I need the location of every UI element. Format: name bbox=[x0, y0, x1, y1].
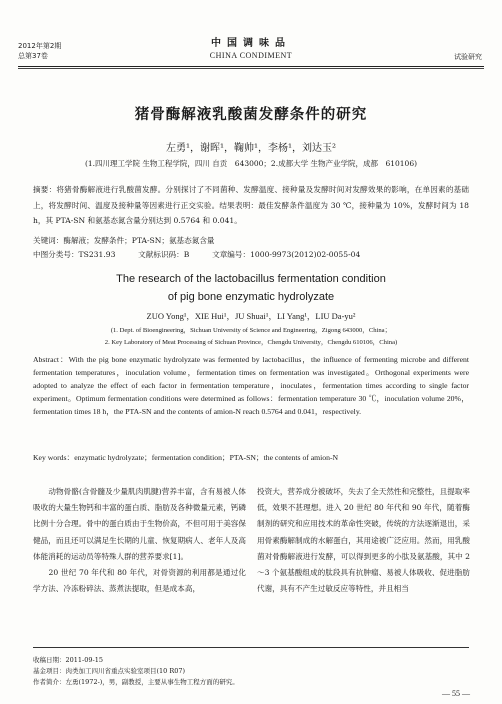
authors-en: ZUO Yong¹，XIE Hui¹，JU Shuai¹，LI Yang¹，LIU Da-yu² bbox=[146, 311, 356, 321]
body-right-column: 投资大，营养成分被破坏，失去了全天然性和完整性，且提取率低，效果不甚理想。进入 20 世纪 80 年代和 90 年代，随着酶制剂的研究和应用技术的革命性突破，传统的方法逐渐退出，采用骨素酶解制成的水解蛋白，其用途被广泛应用。然而，用乳酸菌对骨酶解液进行发酵，可以得到更多的小肽及氨基酸，其中 2～3 个氨基酸组成的肽段具有抗肿瘤、易被人体吸收、促进脂肪代谢，具有不产生过敏反应等特性，并且相当 bbox=[257, 487, 470, 594]
journal-name-cn: 中国调味品 bbox=[211, 38, 291, 49]
abstract-en: Abstract：With the pig bone enzymatic hydrolyzate was fermented by lactobacillus，the influence of fermenting microbe and different fermentation temperatures，inoculation volume，fermentation times on fermentation was investigated。Orthogonal experiments were adopted to analyze the effect of each factor in fermentation temperature，inoculates，fermentation times according to single factor experiment。Optimum fermentation conditions were determined as follows：fermentation temperature 30 ℃，inoculation volume 20%，fermentation times 18 h，the PTA-SN and the contents of amion-N reach 0.5764 and 0.041，respectively. bbox=[33, 355, 469, 417]
affiliation-cn: (1.四川理工学院 生物工程学院，四川 自贡 643000；2.成都大学 生物产业学院，成都 610106) bbox=[84, 159, 418, 168]
footnote-rule bbox=[33, 647, 469, 648]
received-date: 收稿日期：2011-09-15 bbox=[33, 656, 103, 664]
keywords-en: Key words：enzymatic hydrolyzate；fermentation condition；PTA-SN；the contents of amion-N bbox=[33, 453, 339, 462]
footnote-block bbox=[33, 655, 469, 688]
authors-cn: 左勇¹，谢晖¹，鞠帅¹，李杨¹，刘达玉² bbox=[165, 143, 337, 154]
journal-name-en: CHINA CONDIMENT bbox=[209, 51, 293, 60]
author-bio: 作者简介：左勇(1972-)，男，副教授，主要从事生物工程方面的研究。 bbox=[33, 678, 239, 686]
classification-line: 中图分类号：TS231.93 文献标识码：B 文章编号：1000-9973(2012)02-0055-04 bbox=[33, 250, 361, 259]
body-left-column: 动物骨骼(含骨髓及少量肌肉肌腱)营养丰富，含有易被人体吸收的大量生物钙和丰富的蛋白质、脂肪及各种微量元素，钙磷比例十分合理。骨中的蛋白质由于生物价高，不但可用于美容保健品，而且还可以满足生长期的儿童、恢复期病人、老年人及高体能消耗的运动员等特殊人群的营养要求[1]。 20 世纪 70 年代和 80 年代，对骨资源的利用都是通过化学方法、冷冻粉碎法、蒸煮法提取，但是成本高， bbox=[33, 487, 246, 594]
affiliation-en-2: 2. Key Laboratory of Meat Processing of Sichuan Province，Chengdu University，Chengdu 610106，China) bbox=[104, 339, 398, 346]
article-title-cn: 猪骨酶解液乳酸菌发酵条件的研究 bbox=[134, 107, 368, 123]
article-title-en-line2: of pig bone enzymatic hydrolyzate bbox=[167, 291, 335, 303]
journal-volume: 总第37卷 bbox=[18, 52, 48, 60]
affiliation-en-1: (1. Dept. of Bioengineering，Sichuan University of Science and Engineering，Zigong 643000，China； bbox=[110, 327, 392, 334]
header-rule-thin bbox=[18, 68, 484, 69]
keywords-cn: 关键词：酶解液；发酵条件；PTA-SN；氨基态氮含量 bbox=[33, 236, 215, 245]
fund-info: 基金项目：肉类加工四川省重点实验室项目(10 R07) bbox=[33, 667, 186, 675]
journal-issue: 2012年第2期 bbox=[18, 42, 62, 50]
header-rule bbox=[18, 66, 484, 67]
journal-masthead bbox=[0, 34, 502, 60]
page-number: — 55 — bbox=[442, 689, 470, 698]
abstract-cn: 摘要：将猪骨酶解液进行乳酸菌发酵。分别探讨了不同菌种、发酵温度、接种量及发酵时间对发酵效果的影响，在单因素的基础上，将发酵时间、温度及接种量等因素进行正交实验。结果表明：最佳发酵条件温度为 30 ℃，接种量为 10%，发酵时间为 18 h，其 PTA-SN 和氨基态氮含量分别达到 0.5764 和 0.041。 bbox=[33, 185, 469, 225]
section-label: 试验研究 bbox=[454, 53, 482, 61]
article-title-en-line1: The research of the lactobacillus fermentation condition bbox=[116, 273, 386, 285]
